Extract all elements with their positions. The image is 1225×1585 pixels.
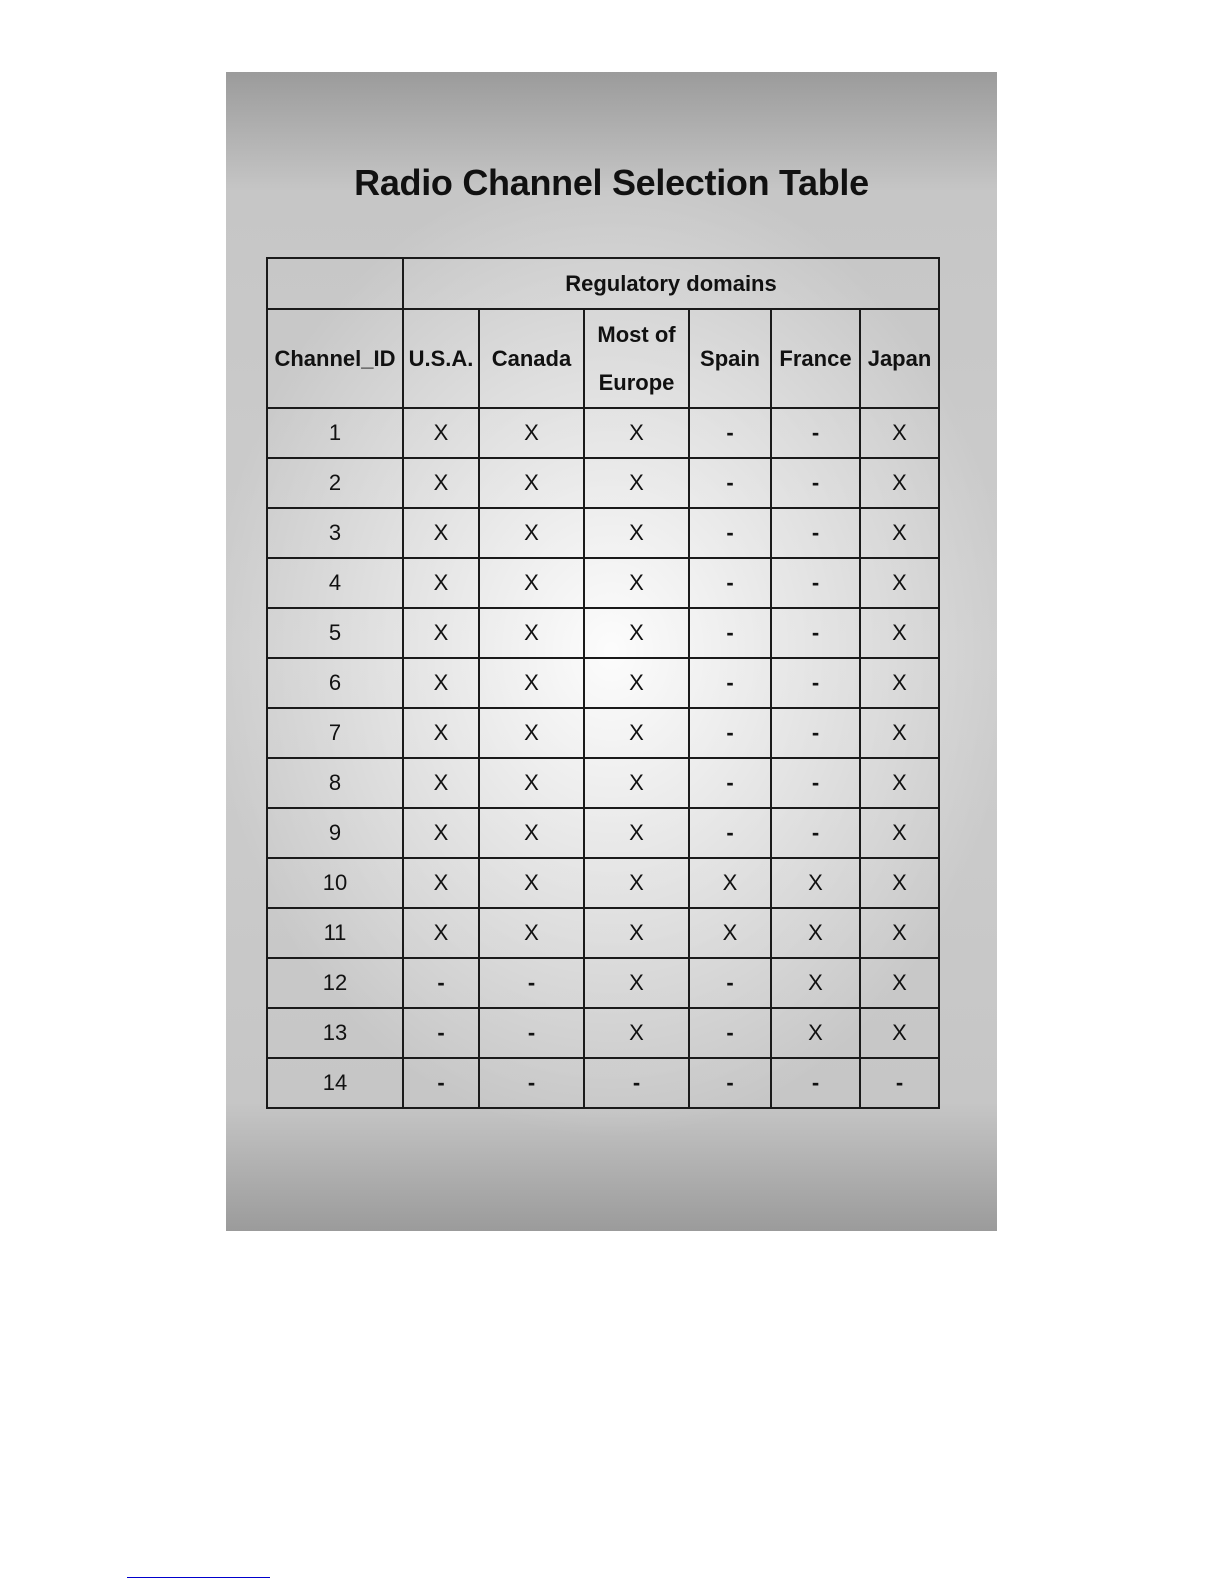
support-cell: X xyxy=(479,408,584,458)
support-cell: - xyxy=(771,658,860,708)
support-cell: - xyxy=(689,558,771,608)
support-cell: - xyxy=(689,608,771,658)
support-cell: X xyxy=(584,1008,689,1058)
support-cell: X xyxy=(860,408,939,458)
support-cell: X xyxy=(584,958,689,1008)
support-cell: X xyxy=(584,408,689,458)
table-row xyxy=(267,908,939,958)
channel-id-cell: 5 xyxy=(267,608,403,658)
table-panel xyxy=(226,72,997,1231)
support-cell: X xyxy=(403,808,479,858)
support-cell: X xyxy=(403,608,479,658)
domain-header-row xyxy=(267,258,939,309)
table-row xyxy=(267,458,939,508)
support-cell: - xyxy=(771,1058,860,1108)
support-cell: - xyxy=(689,758,771,808)
support-cell: X xyxy=(403,908,479,958)
support-cell: X xyxy=(689,908,771,958)
channel-id-cell: 3 xyxy=(267,508,403,558)
support-cell: X xyxy=(860,558,939,608)
support-cell: X xyxy=(860,608,939,658)
support-cell: - xyxy=(689,1008,771,1058)
support-cell: - xyxy=(403,1058,479,1108)
support-cell: - xyxy=(689,958,771,1008)
support-cell: X xyxy=(860,508,939,558)
column-header: Most of Europe xyxy=(584,309,689,408)
support-cell: X xyxy=(479,458,584,508)
table-row xyxy=(267,558,939,608)
channel-id-cell: 10 xyxy=(267,858,403,908)
support-cell: X xyxy=(860,758,939,808)
support-cell: - xyxy=(771,608,860,658)
support-cell: X xyxy=(860,958,939,1008)
support-cell: X xyxy=(479,658,584,708)
support-cell: X xyxy=(689,858,771,908)
footnote-separator xyxy=(127,1577,270,1578)
support-cell: - xyxy=(860,1058,939,1108)
support-cell: - xyxy=(403,1008,479,1058)
support-cell: X xyxy=(403,658,479,708)
channel-id-cell: 14 xyxy=(267,1058,403,1108)
support-cell: X xyxy=(479,508,584,558)
support-cell: - xyxy=(771,408,860,458)
support-cell: X xyxy=(860,808,939,858)
support-cell: - xyxy=(771,458,860,508)
table-row xyxy=(267,508,939,558)
support-cell: X xyxy=(771,908,860,958)
support-cell: X xyxy=(860,458,939,508)
support-cell: X xyxy=(479,758,584,808)
support-cell: X xyxy=(584,558,689,608)
support-cell: X xyxy=(860,1008,939,1058)
table-row xyxy=(267,958,939,1008)
channel-id-cell: 4 xyxy=(267,558,403,608)
support-cell: X xyxy=(584,808,689,858)
support-cell: - xyxy=(771,708,860,758)
table-row xyxy=(267,758,939,808)
support-cell: X xyxy=(403,708,479,758)
column-header: U.S.A. xyxy=(403,309,479,408)
support-cell: - xyxy=(771,758,860,808)
channel-id-cell: 12 xyxy=(267,958,403,1008)
support-cell: - xyxy=(689,658,771,708)
table-row xyxy=(267,1008,939,1058)
support-cell: - xyxy=(689,1058,771,1108)
support-cell: X xyxy=(771,858,860,908)
table-body xyxy=(267,408,939,1108)
support-cell: X xyxy=(584,708,689,758)
support-cell: X xyxy=(584,908,689,958)
support-cell: X xyxy=(479,558,584,608)
empty-header-cell xyxy=(267,258,403,309)
support-cell: - xyxy=(479,1058,584,1108)
column-header: Canada xyxy=(479,309,584,408)
page-title: Radio Channel Selection Table xyxy=(354,162,869,203)
column-header: France xyxy=(771,309,860,408)
table-row xyxy=(267,858,939,908)
channel-table xyxy=(266,257,940,1109)
channel-id-cell: 13 xyxy=(267,1008,403,1058)
channel-id-cell: 8 xyxy=(267,758,403,808)
support-cell: - xyxy=(689,708,771,758)
support-cell: X xyxy=(771,1008,860,1058)
support-cell: - xyxy=(771,558,860,608)
table-row xyxy=(267,658,939,708)
support-cell: X xyxy=(860,908,939,958)
column-header-row xyxy=(267,309,939,408)
support-cell: X xyxy=(403,558,479,608)
support-cell: X xyxy=(584,458,689,508)
support-cell: X xyxy=(584,658,689,708)
support-cell: X xyxy=(403,408,479,458)
regulatory-domains-header: Regulatory domains xyxy=(403,258,939,309)
support-cell: X xyxy=(479,708,584,758)
support-cell: - xyxy=(689,508,771,558)
support-cell: X xyxy=(584,758,689,808)
column-header: Channel_ID xyxy=(267,309,403,408)
support-cell: - xyxy=(689,408,771,458)
support-cell: - xyxy=(771,808,860,858)
support-cell: X xyxy=(403,508,479,558)
table-row xyxy=(267,608,939,658)
support-cell: - xyxy=(771,508,860,558)
support-cell: X xyxy=(479,608,584,658)
support-cell: X xyxy=(479,908,584,958)
channel-id-cell: 7 xyxy=(267,708,403,758)
support-cell: X xyxy=(403,458,479,508)
support-cell: X xyxy=(860,658,939,708)
support-cell: X xyxy=(771,958,860,1008)
column-header: Japan xyxy=(860,309,939,408)
table-row xyxy=(267,408,939,458)
table-row xyxy=(267,808,939,858)
support-cell: X xyxy=(584,858,689,908)
support-cell: X xyxy=(860,858,939,908)
channel-id-cell: 2 xyxy=(267,458,403,508)
channel-id-cell: 11 xyxy=(267,908,403,958)
table-row xyxy=(267,1058,939,1108)
support-cell: X xyxy=(479,808,584,858)
support-cell: X xyxy=(479,858,584,908)
support-cell: - xyxy=(479,1008,584,1058)
support-cell: X xyxy=(403,858,479,908)
support-cell: - xyxy=(403,958,479,1008)
channel-id-cell: 1 xyxy=(267,408,403,458)
support-cell: X xyxy=(860,708,939,758)
support-cell: - xyxy=(689,458,771,508)
column-header: Spain xyxy=(689,309,771,408)
support-cell: X xyxy=(584,608,689,658)
support-cell: - xyxy=(479,958,584,1008)
support-cell: - xyxy=(689,808,771,858)
support-cell: - xyxy=(584,1058,689,1108)
channel-id-cell: 6 xyxy=(267,658,403,708)
channel-id-cell: 9 xyxy=(267,808,403,858)
table-row xyxy=(267,708,939,758)
support-cell: X xyxy=(403,758,479,808)
support-cell: X xyxy=(584,508,689,558)
